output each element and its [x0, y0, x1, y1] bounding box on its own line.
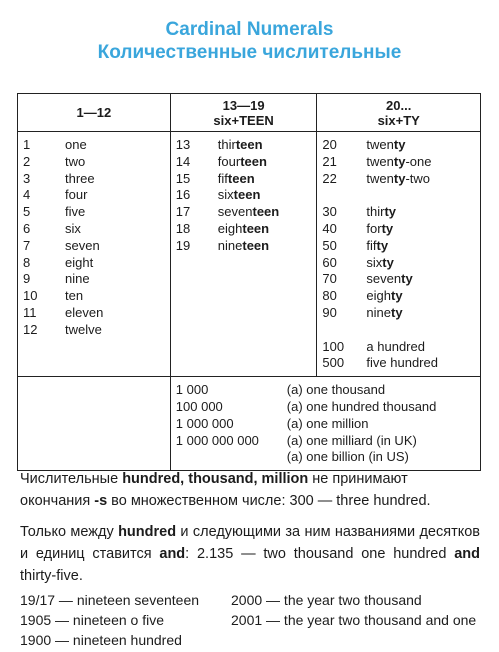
numeral-suffix-ty: ty: [401, 271, 413, 287]
numeral-suffix-ty: ty: [376, 237, 389, 253]
header-13-19-label: 13—19: [222, 97, 265, 113]
page-heading: [0, 18, 499, 64]
numeral-digit: 11: [23, 304, 37, 320]
para1-text-e: во множественном числе: 300 — three hundred.: [107, 493, 431, 509]
numeral-row: [317, 238, 480, 255]
numeral-word: two: [65, 153, 86, 169]
numeral-digit: 70: [322, 271, 337, 287]
numeral-row: [176, 382, 480, 399]
numeral-suffix-ty: ty: [390, 304, 403, 320]
numeral-digit: 19: [175, 237, 191, 253]
numeral-word: (a) one million: [286, 415, 369, 431]
numeral-word: (a) one milliard (in UK): [286, 432, 417, 448]
numeral-digit: 3: [23, 170, 31, 186]
numeral-row: [171, 204, 317, 221]
numeral-row: [317, 255, 480, 272]
header-20-label: 20...: [386, 97, 412, 113]
header-20-plus: [317, 94, 481, 132]
numeral-word-tail: -one: [405, 153, 432, 169]
numeral-word-stem: eigh: [217, 220, 243, 236]
numeral-word: (a) one billion (in US): [286, 449, 409, 465]
numeral-suffix-teen: teen: [242, 237, 270, 253]
numeral-row: [18, 271, 170, 288]
numeral-word: seven: [65, 237, 100, 253]
numeral-row: [176, 416, 480, 433]
numeral-suffix-teen: teen: [233, 187, 261, 203]
numeral-row: [317, 171, 480, 188]
numeral-word-stem: twen: [366, 137, 394, 152]
numeral-digit: 60: [322, 254, 337, 270]
numeral-digit: 14: [175, 153, 191, 169]
numeral-suffix-ty: ty: [393, 153, 406, 169]
table-numbers-row: [18, 132, 481, 377]
numeral-word-stem: six: [366, 254, 383, 270]
numeral-digit: 80: [322, 288, 337, 304]
numeral-row: [317, 204, 480, 221]
numeral-word: eight: [65, 254, 94, 270]
numeral-word-stem: fif: [366, 237, 377, 253]
numeral-row: [171, 187, 317, 204]
numeral-digit: 6: [23, 220, 31, 236]
numeral-word-stem: seven: [366, 271, 402, 287]
numeral-suffix-ty: ty: [390, 288, 403, 304]
numeral-suffix-ty: ty: [381, 220, 394, 236]
numeral-digit: 4: [23, 187, 31, 203]
numeral-row: [171, 238, 317, 255]
numeral-row: [176, 399, 480, 416]
page-subtitle: Количественные числительные: [97, 42, 402, 63]
header-1-12: [18, 94, 171, 132]
numeral-digit: 5: [23, 204, 31, 220]
numeral-word: (a) one thousand: [286, 382, 386, 398]
numeral-digit: 50: [322, 237, 337, 253]
numeral-digit: 100: [322, 338, 345, 354]
numeral-word-stem: four: [217, 153, 241, 169]
numeral-row: [18, 288, 170, 305]
page-title: Cardinal Numerals: [165, 19, 334, 40]
example-line: 1905 — nineteen o five: [20, 612, 164, 628]
numeral-word-stem: fif: [217, 170, 228, 186]
numeral-row: [317, 355, 480, 372]
numeral-row: [317, 221, 480, 238]
numeral-row: [171, 154, 317, 171]
numeral-word-stem: for: [366, 220, 382, 236]
numeral-word-stem: a hundred: [366, 338, 425, 354]
numeral-word: twelve: [65, 321, 102, 337]
numeral-word-stem: twen: [366, 170, 394, 186]
numeral-digit: 10: [23, 288, 38, 304]
numeral-digit: 30: [322, 204, 337, 220]
numeral-word-stem: seven: [217, 204, 253, 220]
numeral-row: [18, 171, 170, 188]
numeral-row: [317, 271, 480, 288]
header-ty-label: six+TY: [377, 112, 420, 128]
numeral-digit: 100 000: [175, 398, 223, 414]
example-line: 1900 — nineteen hundred: [20, 632, 182, 648]
numeral-word-stem: five hundred: [366, 355, 438, 371]
numeral-digit: 1 000 000 000: [175, 432, 259, 448]
numeral-digit: 90: [322, 304, 337, 320]
numeral-word-stem: thir: [217, 137, 236, 152]
numeral-word-stem: eigh: [366, 288, 391, 304]
numeral-row: [176, 433, 480, 450]
numeral-digit: 1 000: [175, 382, 209, 398]
numerals-table: [17, 93, 481, 471]
examples-left: [20, 590, 199, 650]
numeral-digit: 12: [23, 321, 38, 337]
numeral-row: [317, 154, 480, 171]
numeral-word: (a) one hundred thousand: [286, 398, 437, 414]
numeral-row: [18, 204, 170, 221]
numeral-suffix-teen: teen: [227, 170, 255, 186]
numeral-word-stem: twen: [366, 153, 394, 169]
numeral-suffix-teen: teen: [242, 220, 270, 236]
numeral-digit: 40: [322, 220, 337, 236]
para1-text-a: Числительные: [20, 471, 123, 487]
para1-text-c: не принимают окончания: [20, 471, 408, 509]
numeral-word-stem: thir: [366, 204, 385, 220]
numeral-suffix-teen: teen: [235, 137, 263, 152]
numeral-word-tail: -two: [405, 170, 430, 186]
examples-right: [231, 590, 476, 630]
numeral-digit: 18: [175, 220, 191, 236]
header-teen-label: six+TEEN: [213, 112, 274, 128]
numeral-row: [18, 322, 170, 339]
numeral-digit: 22: [322, 170, 337, 186]
numeral-row: [18, 137, 170, 154]
numeral-suffix-ty: ty: [382, 254, 394, 270]
example-line: 19/17 — nineteen seventeen: [20, 592, 200, 608]
numeral-word: six: [65, 220, 81, 236]
col-1-12: [18, 132, 171, 377]
rule-paragraph-1: [20, 468, 480, 512]
numeral-suffix-teen: teen: [252, 204, 280, 220]
numeral-word: eleven: [65, 304, 104, 320]
numeral-row: [317, 305, 480, 322]
numeral-row: [317, 137, 480, 154]
numeral-word: one: [65, 137, 87, 152]
numeral-row: [18, 187, 170, 204]
numeral-row: [176, 449, 480, 466]
para2-text-c: и следующими за ним названиями десятков и единиц ставится: [20, 524, 480, 562]
header-1-12-label: 1—12: [76, 105, 112, 120]
numeral-word: four: [65, 187, 88, 203]
numeral-row: [317, 288, 480, 305]
numeral-digit: 2: [23, 153, 31, 169]
para1-bold-words: hundred, thousand, million: [122, 471, 309, 487]
table-header-row: [18, 94, 481, 132]
numeral-digit: 17: [175, 204, 191, 220]
para2-text-a: Только между: [20, 524, 119, 540]
example-line: 2001 — the year two thousand and one: [231, 612, 477, 628]
numeral-digit: 1: [23, 137, 31, 152]
numeral-word: ten: [65, 288, 84, 304]
numeral-word-stem: six: [217, 187, 234, 203]
numeral-digit: 15: [175, 170, 191, 186]
numeral-digit: 8: [23, 254, 31, 270]
numeral-word: nine: [65, 271, 90, 287]
numeral-digit: 13: [175, 137, 191, 152]
numeral-word-stem: nine: [217, 237, 243, 253]
numeral-row: [18, 305, 170, 322]
numeral-digit: 500: [322, 355, 345, 371]
table-big-row: [18, 377, 481, 471]
numeral-digit: 21: [322, 153, 337, 169]
numeral-suffix-ty: ty: [393, 137, 406, 152]
numeral-suffix-teen: teen: [240, 153, 267, 169]
para2-text-g: thirty-five.: [20, 568, 83, 584]
numeral-word: five: [65, 204, 86, 220]
rule-paragraph-2: [20, 521, 480, 587]
numeral-suffix-ty: ty: [393, 170, 406, 186]
example-line: 2000 — the year two thousand: [231, 592, 422, 608]
header-13-19: [170, 94, 317, 132]
para2-bold-and: and: [159, 546, 186, 562]
empty-cell: [18, 377, 171, 471]
numeral-word: three: [65, 170, 95, 186]
numeral-suffix-ty: ty: [384, 204, 397, 220]
numeral-word-stem: nine: [366, 304, 391, 320]
numeral-digit: 1 000 000: [175, 415, 234, 431]
para2-bold-hundred: hundred: [118, 524, 177, 540]
numeral-digit: 20: [322, 137, 337, 152]
numeral-row: [18, 154, 170, 171]
col-20-plus: [317, 132, 481, 377]
col-big-numbers: [170, 377, 480, 471]
col-13-19: [170, 132, 317, 377]
para1-bold-suffix: -s: [94, 493, 108, 509]
para2-bold-and-2: and: [454, 546, 480, 562]
numeral-digit: 7: [23, 237, 31, 253]
numeral-row: [18, 238, 170, 255]
numeral-row: [171, 171, 317, 188]
numeral-row: [171, 221, 317, 238]
numeral-row: [317, 339, 480, 356]
numeral-row: [18, 255, 170, 272]
numeral-digit: 16: [175, 187, 191, 203]
para2-text-e: : 2.135 — two thousand one hundred: [185, 546, 455, 562]
numeral-row: [171, 137, 317, 154]
numeral-digit: 9: [23, 271, 31, 287]
numeral-row: [18, 221, 170, 238]
